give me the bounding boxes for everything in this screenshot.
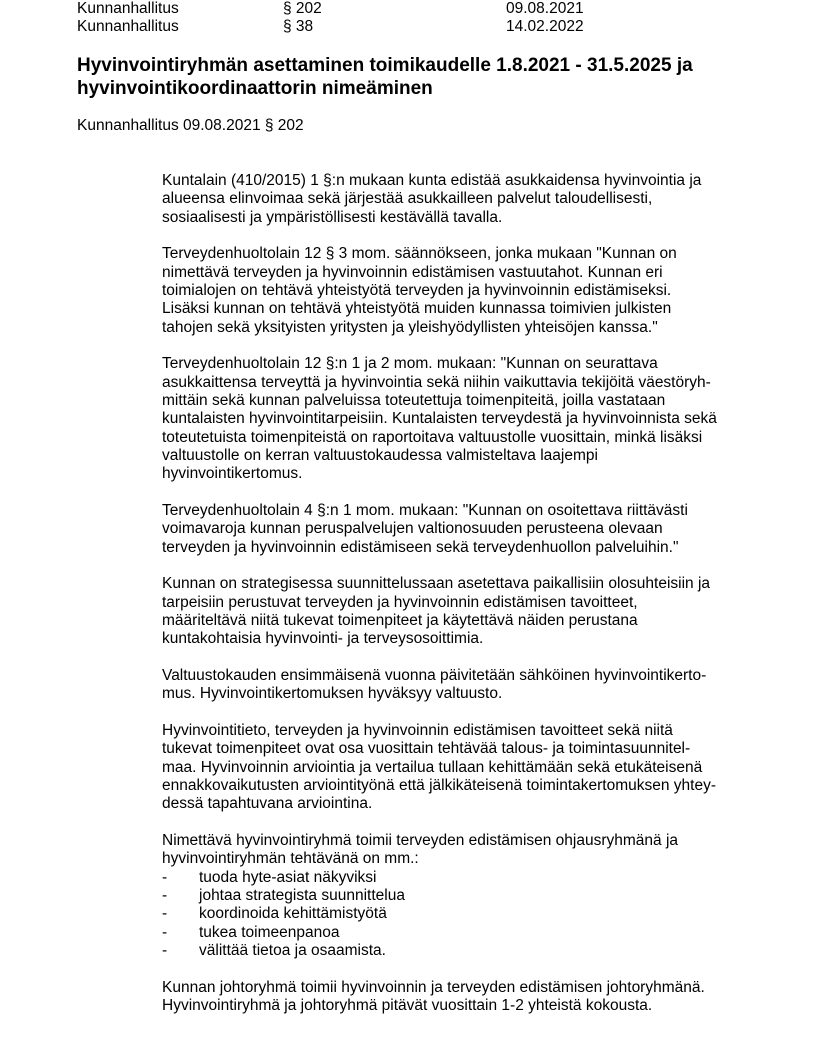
text-line: hyvinvointiryhmän tehtävänä on mm.:	[162, 850, 419, 868]
paragraph-wellbeing-data	[162, 722, 782, 813]
text-line: alueensa elinvoimaa sekä järjestää asukkailleen palvelut taloudellisesti,	[162, 190, 653, 208]
text-line: tukevat toimenpiteet ovat osa vuosittain tehtävää talous- ja toimintasuunnitel-	[162, 740, 691, 758]
header-section: § 202	[283, 0, 322, 17]
tasks-section	[162, 832, 782, 960]
header-section: § 38	[283, 18, 314, 35]
text-line: Kunnan on strategisessa suunnittelussaan asetettava paikallisiin olosuhteisiin ja	[162, 575, 711, 593]
title-line: Hyvinvointiryhmän asettaminen toimikaudelle 1.8.2021 - 31.5.2025 ja	[77, 55, 693, 76]
text-line: Hyvinvointiryhmä ja johtoryhmä pitävät vuosittain 1-2 yhteistä kokousta.	[162, 996, 653, 1014]
list-item-text: johtaa strategista suunnittelua	[199, 887, 405, 904]
document-body	[162, 172, 782, 1034]
text-line: tahojen sekä yksityisten yritysten ja yleishyödyllisten yhteisöjen kanssa."	[162, 318, 658, 336]
text-line: valtuustolle on kerran valtuustokaudessa valmisteltava laajempi	[162, 446, 598, 464]
list-item	[162, 887, 782, 905]
paragraph-closing	[162, 979, 782, 1016]
bullet-dash: -	[162, 941, 168, 959]
paragraph-thl-4-1	[162, 502, 782, 557]
text-line: kuntalaisten hyvinvointitarpeisiin. Kuntalaisten terveydestä ja hyvinvoinnista sekä	[162, 410, 717, 428]
paragraph-report	[162, 667, 782, 704]
text-line: Terveydenhuoltolain 12 § 3 mom. säännökseen, jonka mukaan "Kunnan on	[162, 245, 677, 263]
list-item	[162, 869, 782, 887]
text-line: Hyvinvointitieto, terveyden ja hyvinvoinnin edistämisen tavoitteet sekä niitä	[162, 722, 673, 740]
paragraph-thl-12-3	[162, 245, 782, 336]
list-item-text: tuoda hyte-asiat näkyviksi	[199, 868, 377, 886]
list-item	[162, 924, 782, 942]
text-line: Terveydenhuoltolain 12 §:n 1 ja 2 mom. mukaan: "Kunnan on seurattava	[162, 355, 658, 373]
text-line: Kuntalain (410/2015) 1 §:n mukaan kunta edistää asukkaidensa hyvinvointia ja	[162, 172, 702, 189]
text-line: terveyden ja hyvinvoinnin edistämiseen sekä terveydenhuollon palveluihin."	[162, 538, 679, 556]
text-line: Terveydenhuoltolain 4 §:n 1 mom. mukaan: "Kunnan on osoitettava riittävästi	[162, 501, 688, 519]
title-line: hyvinvointikoordinaattorin nimeäminen	[77, 78, 433, 99]
header-body: Kunnanhallitus	[77, 18, 179, 35]
text-line: asukkaittensa terveyttä ja hyvinvointia sekä niihin vaikuttavia tekijöitä väestöryh-	[162, 373, 711, 391]
text-line: Valtuustokauden ensimmäisenä vuonna päivitetään sähköinen hyvinvointikerto-	[162, 667, 707, 685]
text-line: nimettävä terveyden ja hyvinvoinnin edistämisen vastuutahot. Kunnan eri	[162, 263, 663, 281]
task-list	[162, 869, 782, 960]
text-line: toteutetuista toimenpiteistä on raportoitava valtuustolle vuosittain, minkä lisäksi	[162, 428, 703, 446]
bullet-dash: -	[162, 868, 168, 886]
text-line: määriteltävä niitä tukevat toimenpiteet ja käytettävä näiden perustana	[162, 611, 638, 629]
text-line: maa. Hyvinvoinnin arviointia ja vertailua tullaan kehittämään sekä etukäteisenä	[162, 758, 703, 776]
text-line: kuntakohtaisia hyvinvointi- ja terveysosoittimia.	[162, 630, 484, 648]
paragraph-strategy	[162, 575, 782, 648]
list-item-text: tukea toimeenpanoa	[199, 923, 340, 941]
text-line: mus. Hyvinvointikertomuksen hyväksyy valtuusto.	[162, 685, 503, 703]
text-line: hyvinvointikertomus.	[162, 465, 303, 483]
text-line: dessä tapahtuvana arviointina.	[162, 795, 373, 813]
text-line: toimialojen on tehtävä yhteistyötä terveyden ja hyvinvoinnin edistämiseksi.	[162, 281, 672, 299]
text-line: Lisäksi kunnan on tehtävä yhteistyötä muiden kunnassa toimivien julkisten	[162, 300, 672, 318]
text-line: mittäin sekä kunnan palveluissa toteutettuja toimenpiteitä, joilla vastataan	[162, 391, 666, 409]
paragraph-thl-12-1-2	[162, 355, 782, 483]
header-date: 09.08.2021	[506, 0, 584, 17]
document-title	[77, 54, 693, 100]
header-body: Kunnanhallitus	[77, 0, 179, 17]
text-line: Nimettävä hyvinvointiryhmä toimii terveyden edistämisen ohjausryhmänä ja	[162, 832, 679, 850]
paragraph-kuntalaki	[162, 172, 782, 227]
text-line: tarpeisiin perustuvat terveyden ja hyvinvoinnin edistämisen tavoitteet,	[162, 593, 638, 611]
text-line: sosiaalisesti ja ympäristöllisesti kestävällä tavalla.	[162, 208, 503, 226]
bullet-dash: -	[162, 923, 168, 941]
meeting-reference: Kunnanhallitus 09.08.2021 § 202	[77, 117, 304, 134]
header-date: 14.02.2022	[506, 18, 584, 35]
text-line: voimavaroja kunnan peruspalvelujen valtionosuuden perusteena olevaan	[162, 520, 663, 538]
list-item-text: välittää tietoa ja osaamista.	[199, 941, 386, 959]
list-item	[162, 942, 782, 960]
bullet-dash: -	[162, 905, 168, 923]
list-item-text: koordinoida kehittämistyötä	[199, 905, 387, 923]
text-line: Kunnan johtoryhmä toimii hyvinvoinnin ja terveyden edistämisen johtoryhmänä.	[162, 978, 705, 996]
list-item	[162, 905, 782, 923]
bullet-dash: -	[162, 887, 168, 904]
text-line: ennakkovaikutusten arviointityönä että jälkikäteisenä toimintakertomuksen yhtey-	[162, 777, 716, 795]
